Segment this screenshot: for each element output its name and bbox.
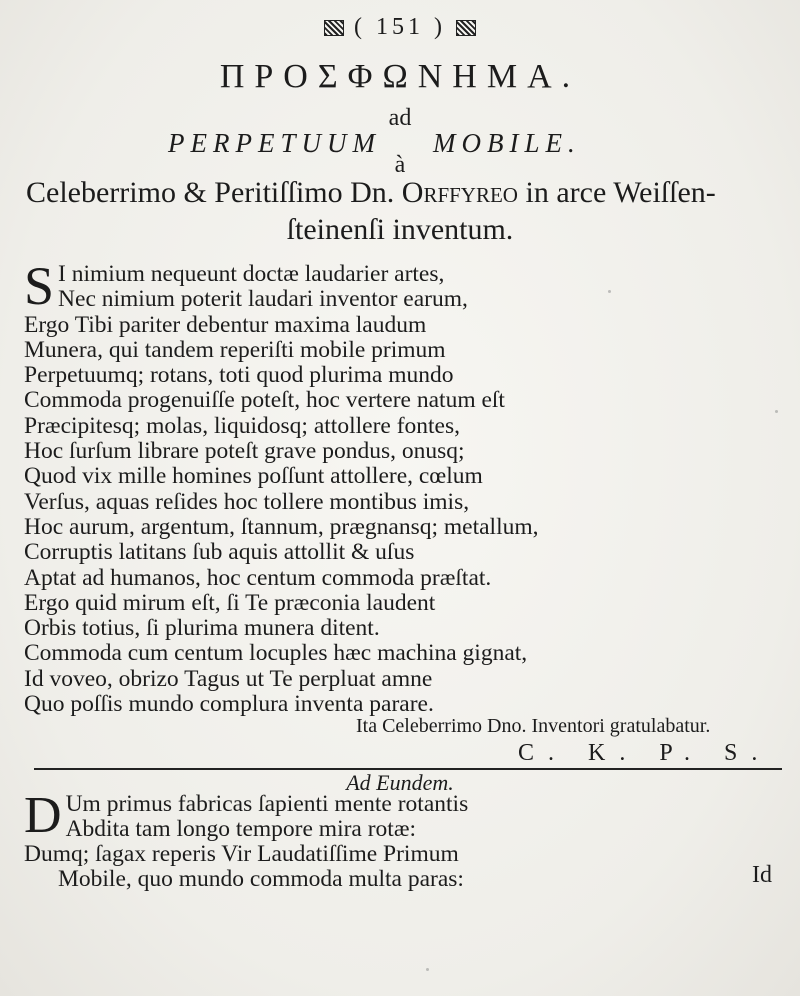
- dedication-line-2: ſteinenſi inventum.: [286, 213, 514, 246]
- poem-line: Munera, qui tandem reperiſti mobile primum: [24, 336, 446, 363]
- ornament-right-icon: [456, 20, 476, 36]
- dedication-part1: Celeberrimo & Peritiſſimo Dn.: [26, 176, 395, 209]
- poem-line: Id voveo, obrizo Tagus ut Te perpluat amne: [24, 665, 433, 692]
- paper-speck: [775, 410, 778, 413]
- poem-1: [24, 256, 539, 718]
- title-perpetuum: PERPETUUM: [168, 128, 381, 158]
- catchword: Id: [752, 862, 772, 888]
- poem-line: Ergo Tibi pariter debentur maxima laudum: [24, 311, 427, 338]
- title-mobile: MOBILE.: [432, 128, 581, 158]
- poem-line: Commoda progenuiſſe poteſt, hoc vertere natum eſt: [24, 387, 505, 414]
- paper-speck: [608, 290, 611, 293]
- dropcap-s: S: [24, 256, 55, 316]
- page-number: ( 151 ): [354, 14, 446, 40]
- section-heading: Ad Eundem.: [346, 770, 454, 795]
- poem-line: Ergo quid mirum eſt, ſi Te præconia laudent: [24, 589, 436, 616]
- poem-line: Abdita tam longo tempore mira rotæ:: [65, 816, 417, 842]
- poem-line: Orbis totius, ſi plurima munera ditent.: [24, 615, 380, 642]
- poem-2: [24, 787, 469, 892]
- paper-speck: [426, 968, 429, 971]
- poem-line: I nimium nequeunt doctæ laudarier artes,: [58, 261, 445, 287]
- poem-line: Verſus, aquas reſides hoc tollere montibus imis,: [24, 488, 470, 515]
- poem-line: Commoda cum centum locuples hæc machina gignat,: [24, 640, 528, 667]
- poem-line: Hoc ſurſum librare poteſt grave pondus, onusq;: [24, 438, 465, 465]
- poem-line: Nec nimium poterit laudari inventor earum,: [58, 286, 468, 313]
- dedication-name: Orffyreo: [401, 176, 518, 209]
- poem-line: Quod vix mille homines poſſunt attollere, cœlum: [24, 463, 483, 490]
- poem-line: Quo poſſis mundo complura inventa parare.: [24, 691, 434, 718]
- ornament-left-icon: [324, 20, 344, 36]
- page-header: [0, 14, 800, 41]
- poem-line: Aptat ad humanos, hoc centum commoda præſtat.: [24, 564, 492, 591]
- dedication-line-1: [26, 176, 716, 210]
- signature-line: Ita Celeberrimo Dno. Inventori gratulabatur.: [356, 715, 711, 737]
- poem-line: Hoc aurum, argentum, ſtannum, prægnansq; metallum,: [24, 513, 539, 540]
- poem-line: Um primus fabricas ſapienti mente rotantis: [65, 791, 469, 817]
- poem-line: Præcipitesq; molas, liquidosq; attollere fontes,: [24, 412, 461, 439]
- poem-line: Corruptis latitans ſub aquis attollit & uſus: [24, 539, 415, 566]
- poem-line: Mobile, quo mundo commoda multa paras:: [58, 866, 464, 892]
- signature-initials: C. K. P. S.: [518, 740, 772, 766]
- poem-line: Dumq; ſagax reperis Vir Laudatiſſime Primum: [24, 841, 459, 867]
- poem-line: Perpetuumq; rotans, toti quod plurima mundo: [24, 362, 454, 389]
- title-ad: ad: [388, 105, 412, 131]
- dedication-part2: in arce Weiſſen-: [525, 176, 716, 209]
- dropcap-d: D: [24, 787, 62, 844]
- greek-title: ΠΡΟΣΦΩΝΗΜΑ.: [219, 58, 581, 95]
- title-a: à: [394, 152, 406, 178]
